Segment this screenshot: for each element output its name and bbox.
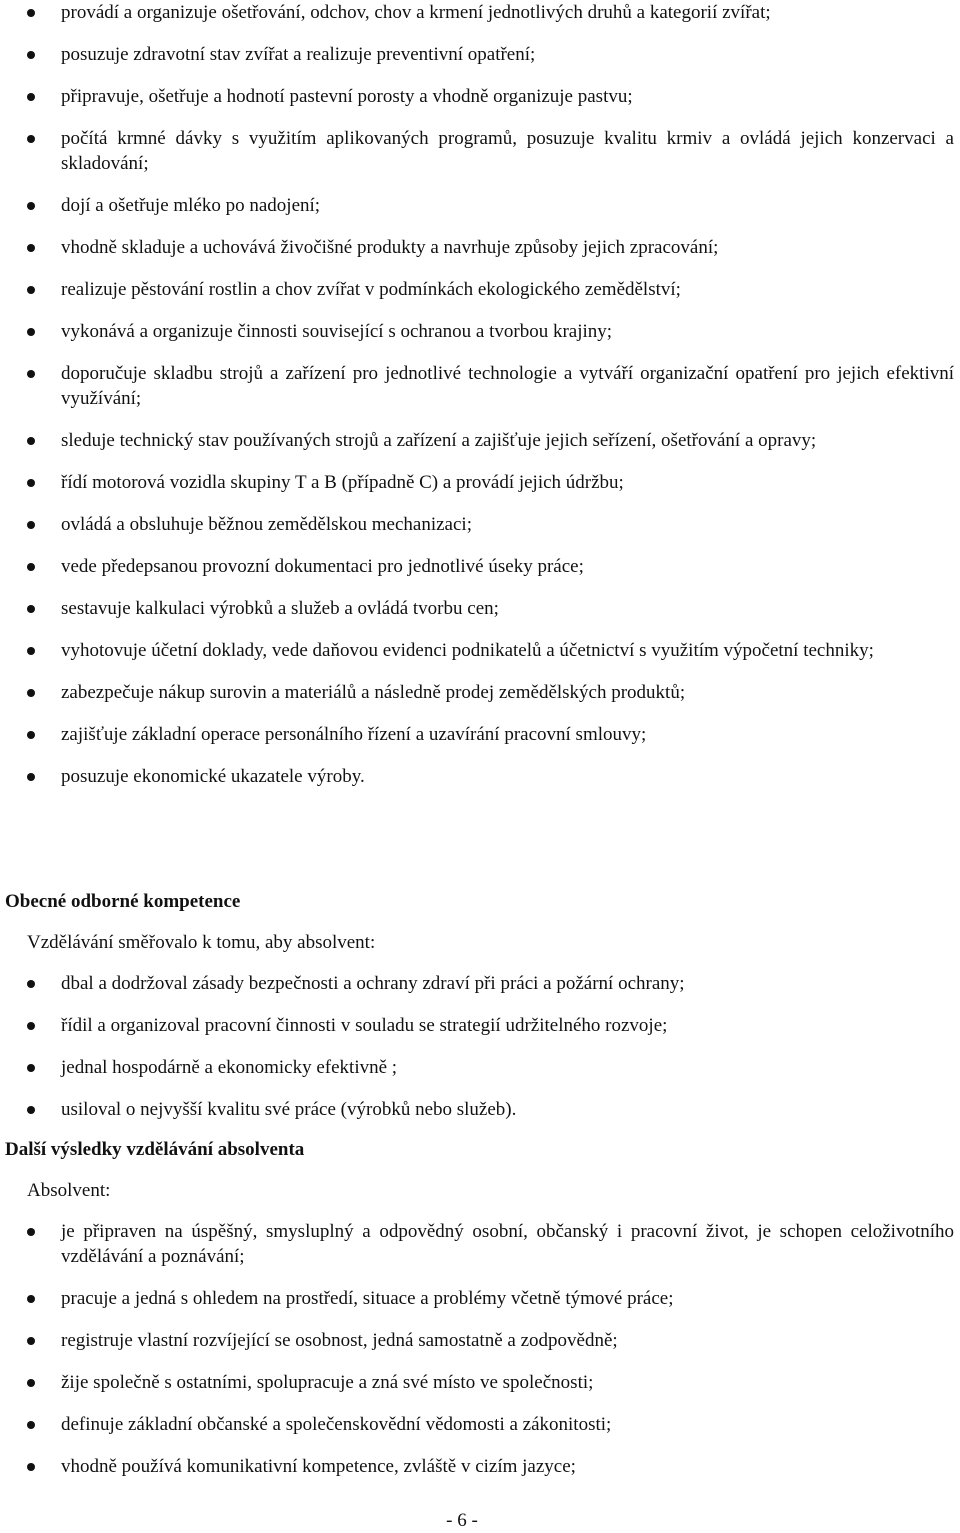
bullet-icon xyxy=(27,244,35,252)
bullet-icon xyxy=(27,689,35,697)
list-item: zajišťuje základní operace personálního řízení a uzavírání pracovní smlouvy; xyxy=(0,722,960,747)
list-item: sleduje technický stav používaných strojů a zařízení a zajišťuje jejich seřízení, ošetřování a opravy; xyxy=(0,428,960,453)
bullet-icon xyxy=(27,773,35,781)
further-results-list xyxy=(0,1219,960,1496)
list-item: je připraven na úspěšný, smysluplný a odpovědný osobní, občanský i pracovní život, je schopen celoživotního vzdělávání a poznávání; xyxy=(0,1219,960,1269)
bullet-icon xyxy=(27,437,35,445)
bullet-icon xyxy=(27,605,35,613)
bullet-icon xyxy=(27,563,35,571)
list-item: vyhotovuje účetní doklady, vede daňovou evidenci podnikatelů a účetnictví s využitím výpočetní techniky; xyxy=(0,638,960,663)
section-heading-general: Obecné odborné kompetence xyxy=(5,891,241,912)
bullet-icon xyxy=(27,202,35,210)
page-number: - 6 - xyxy=(446,1510,478,1531)
list-item: ovládá a obsluhuje běžnou zemědělskou mechanizaci; xyxy=(0,512,960,537)
bullet-icon xyxy=(27,1064,35,1072)
bullet-icon xyxy=(27,9,35,17)
bullet-icon xyxy=(27,1106,35,1114)
list-item: sestavuje kalkulaci výrobků a služeb a ovládá tvorbu cen; xyxy=(0,596,960,621)
bullet-icon xyxy=(27,370,35,378)
bullet-icon xyxy=(27,286,35,294)
bullet-icon xyxy=(27,521,35,529)
bullet-icon xyxy=(27,1337,35,1345)
bullet-icon xyxy=(27,1463,35,1471)
bullet-icon xyxy=(27,328,35,336)
bullet-icon xyxy=(27,51,35,59)
list-item: jednal hospodárně a ekonomicky efektivně ; xyxy=(0,1055,960,1080)
bullet-icon xyxy=(27,1379,35,1387)
bullet-icon xyxy=(27,1421,35,1429)
list-item: vede předepsanou provozní dokumentaci pro jednotlivé úseky práce; xyxy=(0,554,960,579)
list-item: doporučuje skladbu strojů a zařízení pro jednotlivé technologie a vytváří organizační opatření pro jejich efektivní využívání; xyxy=(0,361,960,411)
section-heading-further: Další výsledky vzdělávání absolventa xyxy=(5,1139,305,1160)
bullet-icon xyxy=(27,1228,35,1236)
list-item: provádí a organizuje ošetřování, odchov, chov a krmení jednotlivých druhů a kategorií zvířat; xyxy=(0,0,960,25)
list-item: vhodně skladuje a uchovává živočišné produkty a navrhuje způsoby jejich zpracování; xyxy=(0,235,960,260)
section-intro-further: Absolvent: xyxy=(27,1180,111,1201)
list-item: dojí a ošetřuje mléko po nadojení; xyxy=(0,193,960,218)
list-item: posuzuje zdravotní stav zvířat a realizuje preventivní opatření; xyxy=(0,42,960,67)
bullet-icon xyxy=(27,479,35,487)
list-item: řídí motorová vozidla skupiny T a B (případně C) a provádí jejich údržbu; xyxy=(0,470,960,495)
list-item: připravuje, ošetřuje a hodnotí pastevní porosty a vhodně organizuje pastvu; xyxy=(0,84,960,109)
bullet-icon xyxy=(27,135,35,143)
general-competences-list xyxy=(0,971,960,1139)
bullet-icon xyxy=(27,980,35,988)
section-intro-general: Vzdělávání směřovalo k tomu, aby absolvent: xyxy=(27,932,376,953)
bullet-icon xyxy=(27,731,35,739)
bullet-icon xyxy=(27,93,35,101)
list-item: počítá krmné dávky s využitím aplikovaných programů, posuzuje kvalitu krmiv a ovládá jejich konzervaci a skladování; xyxy=(0,126,960,176)
list-item: realizuje pěstování rostlin a chov zvířat v podmínkách ekologického zemědělství; xyxy=(0,277,960,302)
list-item: usiloval o nejvyšší kvalitu své práce (výrobků nebo služeb). xyxy=(0,1097,960,1122)
list-item: registruje vlastní rozvíjející se osobnost, jedná samostatně a zodpovědně; xyxy=(0,1328,960,1353)
list-item: žije společně s ostatními, spolupracuje a zná své místo ve společnosti; xyxy=(0,1370,960,1395)
list-item: posuzuje ekonomické ukazatele výroby. xyxy=(0,764,960,789)
list-item: řídil a organizoval pracovní činnosti v souladu se strategií udržitelného rozvoje; xyxy=(0,1013,960,1038)
list-item: vykonává a organizuje činnosti související s ochranou a tvorbou krajiny; xyxy=(0,319,960,344)
bullet-icon xyxy=(27,1022,35,1030)
bullet-icon xyxy=(27,647,35,655)
bullet-icon xyxy=(27,1295,35,1303)
list-item: zabezpečuje nákup surovin a materiálů a následně prodej zemědělských produktů; xyxy=(0,680,960,705)
list-item: definuje základní občanské a společenskovědní vědomosti a zákonitosti; xyxy=(0,1412,960,1437)
list-item: pracuje a jedná s ohledem na prostředí, situace a problémy včetně týmové práce; xyxy=(0,1286,960,1311)
list-item: vhodně používá komunikativní kompetence, zvláště v cizím jazyce; xyxy=(0,1454,960,1479)
list-item: dbal a dodržoval zásady bezpečnosti a ochrany zdraví při práci a požární ochrany; xyxy=(0,971,960,996)
